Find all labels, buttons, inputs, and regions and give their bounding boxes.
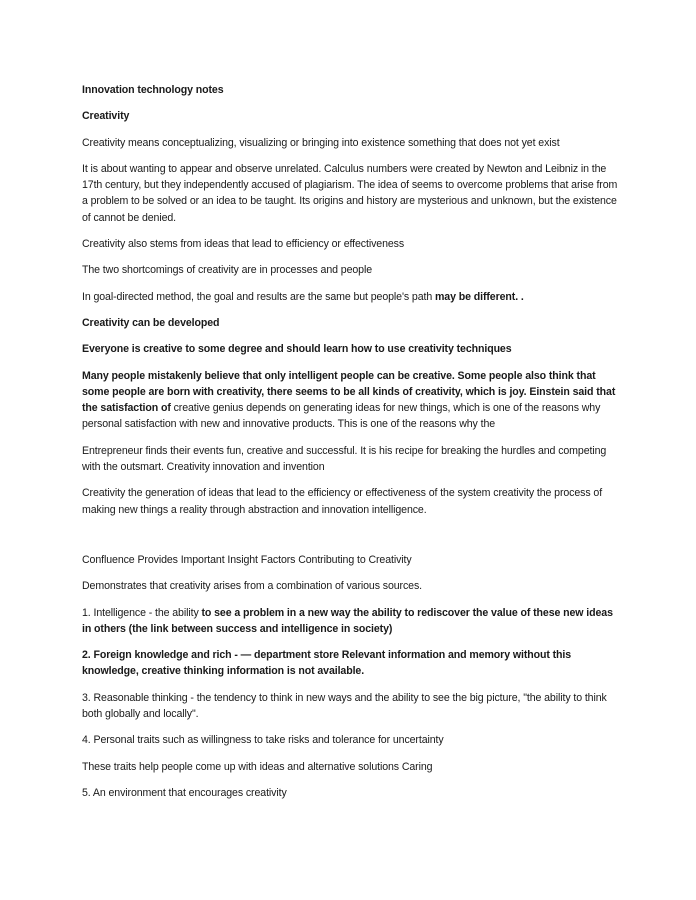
paragraph-entrepreneur: Entrepreneur finds their events fun, creative and successful. It is his recipe for breaking the hurdles and competing with the outsmart. Creativity innovation and invention	[82, 444, 607, 474]
paragraph-efficiency: Creativity also stems from ideas that lead to efficiency or effectiveness	[82, 238, 405, 251]
list-item-knowledge: 2. Foreign knowledge and rich - — department store Relevant information and memory without this knowledge, creative thinking information is not available.	[82, 649, 572, 678]
list-item-reasonable-thinking: 3. Reasonable thinking - the tendency to think in new ways and the ability to see the big picture, "the ability to think both globally and locally".	[82, 691, 607, 721]
paragraph-shortcomings: The two shortcomings of creativity are in processes and people	[82, 264, 372, 277]
heading-developed: Creativity can be developed	[82, 316, 220, 329]
list-item-intelligence	[82, 605, 622, 638]
paragraph-traits-help: These traits help people come up with ideas and alternative solutions Caring	[82, 760, 433, 773]
paragraph-history: It is about wanting to appear and observe unrelated. Calculus numbers were created by Newton and Leibniz in the 17th century, but they independently accused of plagiarism. The idea of seems to overcome problems that arise from a problem to be solved or an idea to be taught. Its origins and history are mysterious and unknown, but the existence of cannot be denied.	[82, 162, 618, 224]
paragraph-misconception	[82, 368, 622, 433]
paragraph-everyone-creative: Everyone is creative to some degree and should learn how to use creativity techniques	[82, 343, 512, 356]
misconception-text: creative genius depends on generating ideas for new things, which is one of the reasons why personal satisfaction with new and innovative products. This is one of the reasons why the	[82, 402, 601, 431]
paragraph-goal-directed	[82, 289, 622, 305]
goal-directed-text: In goal-directed method, the goal and results are the same but people's path	[82, 290, 435, 303]
paragraph-demonstrates: Demonstrates that creativity arises from a combination of various sources.	[82, 580, 422, 593]
document-title: Innovation technology notes	[82, 84, 224, 96]
paragraph-confluence: Confluence Provides Important Insight Factors Contributing to Creativity	[82, 553, 412, 566]
list-item-personal-traits: 4. Personal traits such as willingness to take risks and tolerance for uncertainty	[82, 734, 444, 747]
list-item-environment: 5. An environment that encourages creativity	[82, 786, 287, 799]
heading-creativity: Creativity	[82, 110, 130, 123]
document-body	[82, 82, 622, 801]
paragraph-definition: Creativity means conceptualizing, visualizing or bringing into existence something that does not yet exist	[82, 136, 560, 149]
misconception-bold: Many people mistakenly believe that only intelligent people can be creative. Some people also think that some people are born with creativity, there seems to be all kinds of creativity, which is joy. Einstein said that the satisfaction of	[82, 369, 616, 415]
intelligence-bold: to see a problem in a new way the ability to rediscover the value of these new ideas in others (the link between success and intelligence in society)	[82, 606, 613, 635]
intelligence-text: 1. Intelligence - the ability	[82, 606, 202, 619]
paragraph-generation: Creativity the generation of ideas that lead to the efficiency or effectiveness of the system creativity the process of making new things a reality through abstraction and innovation intelligence.	[82, 487, 603, 516]
goal-directed-bold: may be different. .	[434, 290, 524, 303]
